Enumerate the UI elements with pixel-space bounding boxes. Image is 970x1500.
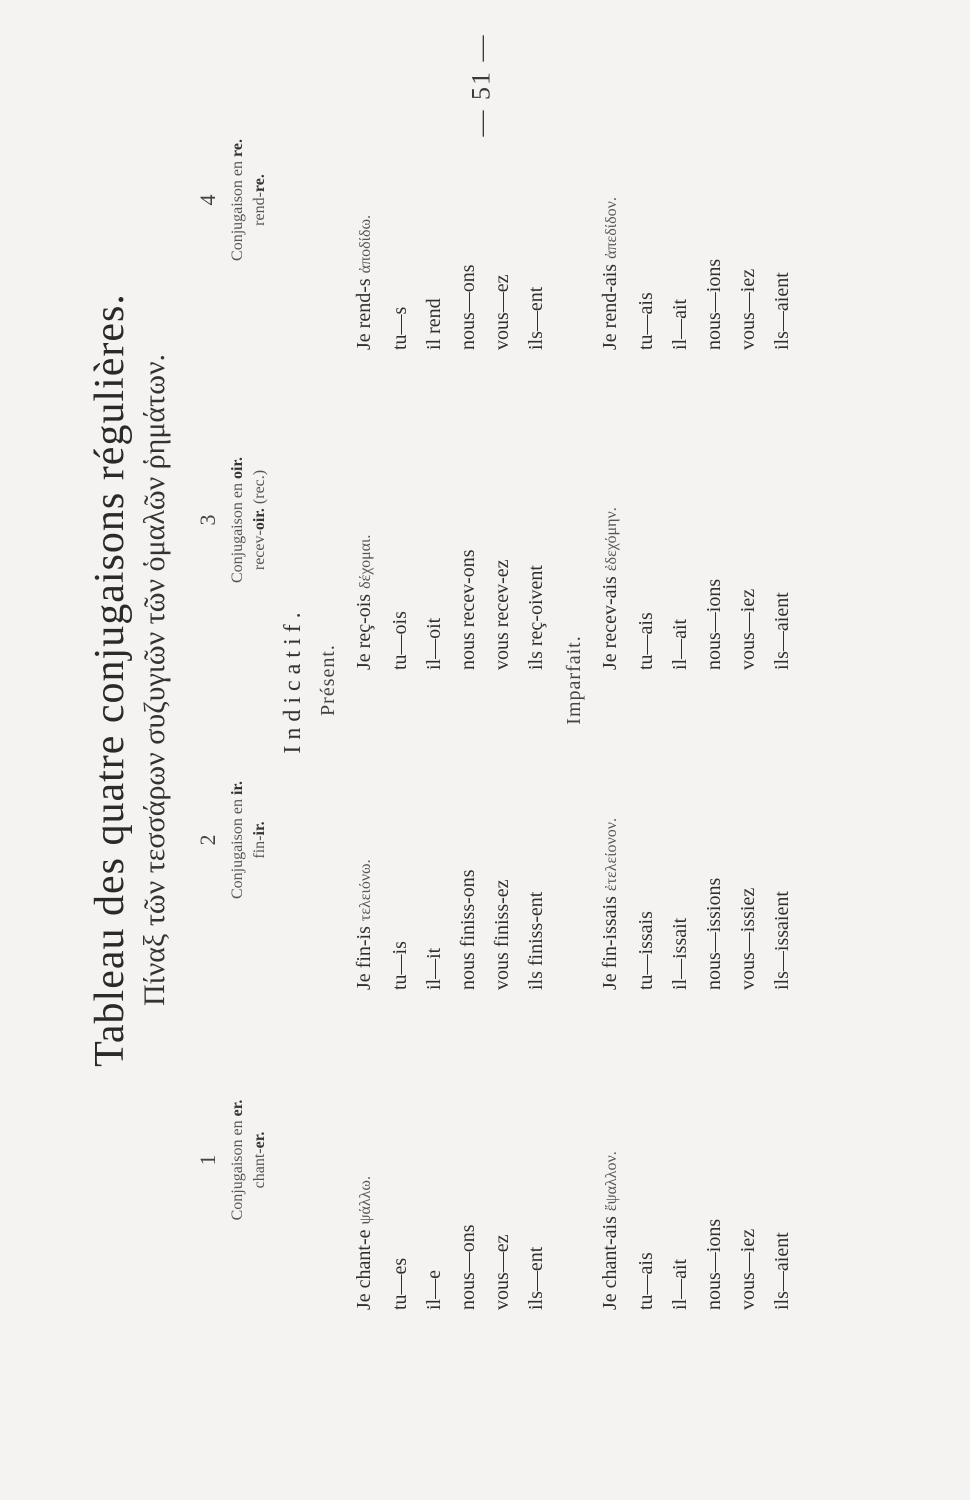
conjugation-line: ils—aient [771,1232,793,1310]
conjugation-line: il—issait [669,917,691,990]
column-heading-verb: recev- [251,530,268,571]
conjugation-line: vous—iez [737,588,759,670]
conjugation-line: tu—ais [635,292,657,350]
greek-gloss: ἐτελείονον. [603,817,620,892]
present-column-1 [347,1010,553,1310]
column-heading-2 [227,690,271,990]
column-heading-3 [227,370,271,670]
conjugation-line: ils reç-oivent [525,565,547,670]
conjugation-line: Je reç-ois δέχομαι. [353,534,375,670]
conjugation-line: Je rend-ais ἀπεδίδον. [599,197,621,350]
conjugation-line: il—oit [423,617,445,670]
column-heading-text: Conjugaison en [229,160,246,261]
conjugation-line: vous—ez [491,274,513,350]
imparfait-column-2 [593,690,799,990]
conjugation-line: nous—issions [703,877,725,990]
column-heading-verb: rend- [251,192,268,226]
greek-gloss: ψάλλω. [357,1176,374,1225]
column-heading-verb-ending: er. [251,1131,268,1149]
page-number: — 51 — [466,33,496,137]
column-heading-verb-ending: ir. [251,821,268,836]
conjugation-line: nous—ions [703,1218,725,1310]
column-heading-verb: chant- [251,1148,268,1189]
column-heading-ending: oir. [229,456,246,480]
column-heading-abbrev: (rec.) [251,469,268,509]
conjugation-line: vous recev-ez [491,559,513,670]
column-number-3: 3 [195,514,220,526]
greek-gloss: τελειόνω. [357,859,374,922]
greek-gloss: ἀπεδίδον. [603,197,620,259]
tense-heading-imparfait: Imparfait. [563,635,585,725]
column-heading-text: Conjugaison en [229,799,246,900]
conjugation-line: ils—aient [771,592,793,670]
conjugation-line: Je fin-is τελειόνω. [353,859,375,990]
column-heading-verb-ending: oir. [251,508,268,531]
column-heading-verb: fin- [251,835,268,859]
present-column-4 [347,50,553,350]
conjugation-line: Je chant-ais ἔψαλλον. [599,1151,621,1310]
conjugation-line: nous—ions [703,578,725,670]
conjugation-line: nous—ons [457,1224,479,1310]
conjugation-line: vous—issiez [737,887,759,990]
conjugation-line: ils—ent [525,1246,547,1310]
conjugation-line: il—e [423,1270,445,1310]
mood-heading: Indicatif. [280,606,306,754]
column-heading-1 [227,1010,271,1310]
conjugation-line: nous—ions [703,258,725,350]
conjugation-line: nous finiss-ons [457,869,479,990]
conjugation-line: Je rend-s ἀποδίδω. [353,214,375,350]
column-heading-ending: er. [229,1099,246,1117]
greek-gloss: ἔψαλλον. [603,1151,620,1212]
tense-heading-present: Présent. [317,644,339,716]
conjugation-line: il—ait [669,1258,691,1310]
present-column-3 [347,370,553,670]
conjugation-line: Je fin-issais ἐτελείονον. [599,817,621,990]
conjugation-line: vous—iez [737,1228,759,1310]
conjugation-line: tu—issais [635,911,657,990]
conjugation-line: ils—aient [771,272,793,350]
imparfait-column-4 [593,50,799,350]
column-heading-ending: ir. [229,780,246,796]
column-number-1: 1 [195,1154,220,1166]
conjugation-line: ils—issaient [771,891,793,990]
conjugation-line: nous recev-ons [457,549,479,670]
conjugation-line: il—ait [669,298,691,350]
present-column-2 [347,690,553,990]
conjugation-line: tu—ais [635,1252,657,1310]
conjugation-line: ils—ent [525,286,547,350]
conjugation-line: Je recev-ais ἐδεχόμην. [599,507,621,670]
conjugation-line: tu—es [389,1257,411,1310]
column-number-4: 4 [195,194,220,206]
imparfait-column-1 [593,1010,799,1310]
conjugation-table [85,50,805,1310]
imparfait-column-3 [593,370,799,670]
column-heading-ending: re. [229,139,246,157]
column-heading-4 [227,50,271,350]
conjugation-line: tu—is [389,941,411,990]
column-heading-text: Conjugaison en [229,483,246,584]
greek-gloss: ἐδεχόμην. [603,507,620,572]
conjugation-line: tu—ais [635,612,657,670]
conjugation-line: ils finiss-ent [525,891,547,990]
conjugation-line: tu—ois [389,611,411,670]
conjugation-line: il rend [423,298,445,350]
conjugation-line: vous—ez [491,1234,513,1310]
conjugation-line: nous—ons [457,264,479,350]
conjugation-line: vous finiss-ez [491,879,513,990]
conjugation-line: il—it [423,947,445,990]
page-subtitle-greek: Πίναξ τῶν τεσσάρων συζυγιῶν τῶν ὁμαλῶν ῥημάτων. [138,353,171,1007]
conjugation-line: tu—s [389,306,411,350]
conjugation-line: il—ait [669,618,691,670]
conjugation-line: Je chant-e ψάλλω. [353,1176,375,1310]
column-heading-verb-ending: re. [251,174,268,193]
column-number-2: 2 [195,834,220,846]
conjugation-line: vous—iez [737,268,759,350]
greek-gloss: ἀποδίδω. [357,214,374,274]
greek-gloss: δέχομαι. [357,534,374,589]
column-heading-text: Conjugaison en [229,1120,246,1221]
page-title: Tableau des quatre conjugaisons régulières. [87,293,133,1067]
